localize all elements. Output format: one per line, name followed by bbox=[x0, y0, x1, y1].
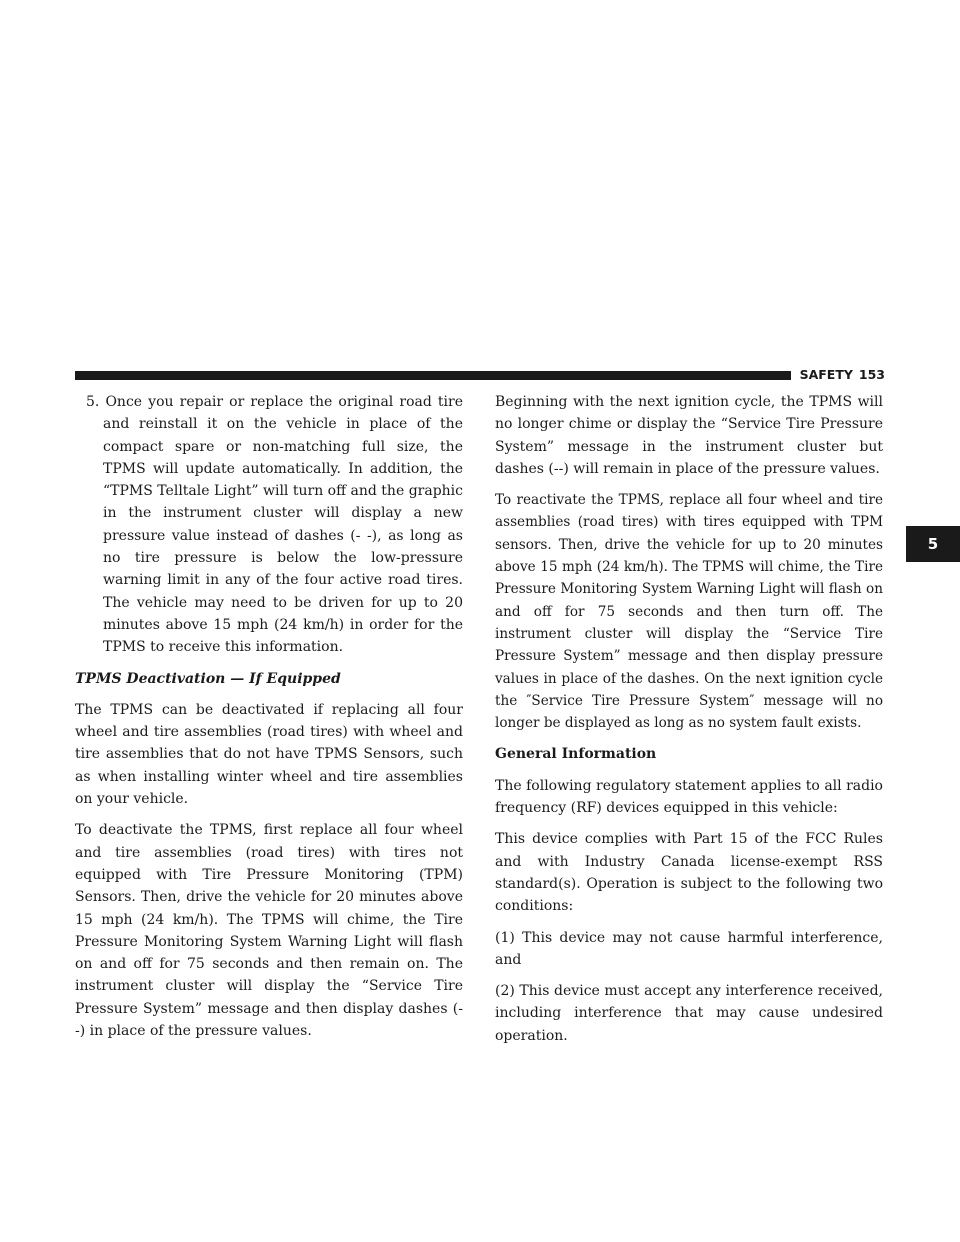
paragraph: (1) This device may not cause harmful interference, and bbox=[495, 929, 883, 968]
section-heading-general-information: General Information bbox=[495, 746, 657, 763]
right-column bbox=[495, 391, 883, 1056]
paragraph: This device complies with Part 15 of the FCC Rules and with Industry Canada license-exempt RSS standard(s). Operation is subject to the following two conditions: bbox=[495, 831, 883, 915]
paragraph: To reactivate the TPMS, replace all four wheel and tire assemblies (road tires) with tires equipped with TPM sensors. Then, drive the vehicle for up to 20 minutes above 15 mph (24 km/h). The TPMS will chime, the Tire Pressure Monitoring System Warning Light will flash on and off for 75 seconds and then turn off. The instrument cluster will display the “Service Tire Pressure System” message and then display pressure values in place of the dashes. On the next ignition cycle the ″Service Tire Pressure System″ message will no longer be displayed as long as no system fault exists. bbox=[495, 492, 883, 732]
chapter-tab: 5 bbox=[906, 526, 960, 562]
page-number: 153 bbox=[858, 367, 885, 382]
paragraph: Beginning with the next ignition cycle, the TPMS will no longer chime or display the “Service Tire Pressure System” message in the instrument cluster but dashes (--) will remain in place of the pressure values. bbox=[495, 394, 883, 477]
section-title: SAFETY bbox=[799, 367, 853, 382]
paragraph: To deactivate the TPMS, first replace all four wheel and tire assemblies (road tires) with tires not equipped with Tire Pressure Monitoring (TPM) Sensors. Then, drive the vehicle for 20 minutes above 15 mph (24 km/h). The TPMS will chime, the Tire Pressure Monitoring System Warning Light will flash on and off for 75 seconds and then remain on. The instrument cluster will display the “Service Tire Pressure System” message and then display dashes (--) in place of the pressure values. bbox=[75, 822, 463, 1040]
paragraph: The TPMS can be deactivated if replacing all four wheel and tire assemblies (road tires) with wheel and tire assemblies that do not have TPMS Sensors, such as when installing winter wheel and tire assemblies on your vehicle. bbox=[75, 701, 463, 808]
list-item-5: 5. Once you repair or replace the original road tire and reinstall it on the vehicle in place of the compact spare or non-matching full size, the TPMS will update automatically. In addition, the “TPMS Telltale Light” will turn off and the graphic in the instrument cluster will display a new pressure value instead of dashes (- -), as long as no tire pressure is below the low-pressure warning limit in any of the four active road tires. The vehicle may need to be driven for up to 20 minutes above 15 mph (24 km/h) in order for the TPMS to receive this information. bbox=[86, 394, 463, 656]
paragraph: The following regulatory statement applies to all radio frequency (RF) devices equipped in this vehicle: bbox=[495, 777, 883, 817]
header-rule bbox=[75, 371, 791, 380]
left-column bbox=[75, 391, 463, 1051]
section-heading-tpms-deactivation: TPMS Deactivation — If Equipped bbox=[75, 670, 341, 687]
running-header bbox=[795, 366, 885, 384]
paragraph: (2) This device must accept any interference received, including interference that may cause undesired operation. bbox=[495, 983, 883, 1044]
